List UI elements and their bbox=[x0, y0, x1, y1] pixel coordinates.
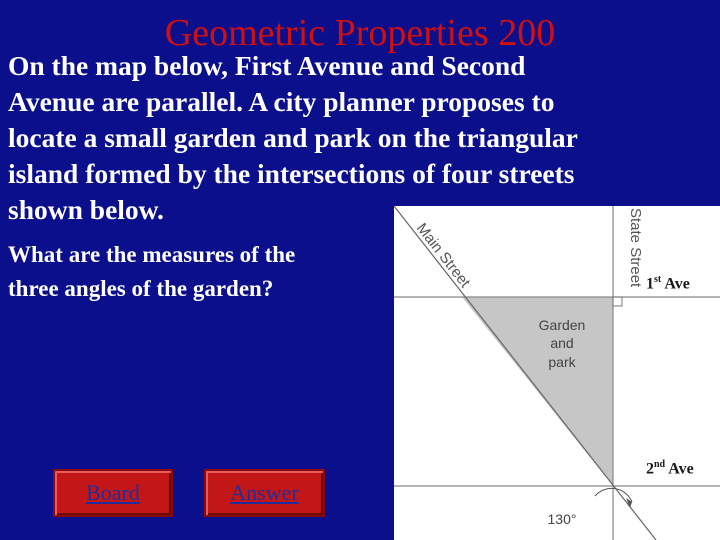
garden-label-line3: park bbox=[548, 354, 576, 370]
sub-question-text: What are the measures of the three angles of the garden? bbox=[8, 242, 296, 301]
right-angle-marker bbox=[613, 297, 622, 306]
first-avenue-label: 1st Ave bbox=[646, 274, 690, 293]
garden-label-line1: Garden bbox=[538, 317, 586, 333]
state-street-label: State Street bbox=[627, 208, 644, 288]
board-button[interactable]: Board bbox=[53, 469, 173, 517]
answer-button[interactable]: Answer bbox=[204, 469, 325, 517]
slide-title: Geometric Properties 200 bbox=[164, 12, 556, 54]
street-map-drawing bbox=[394, 206, 720, 540]
street-map bbox=[394, 206, 720, 540]
second-avenue-label: 2nd Ave bbox=[646, 459, 694, 478]
garden-label-line2: and bbox=[550, 335, 574, 351]
angle-label: 130° bbox=[547, 511, 577, 527]
garden-triangle bbox=[462, 297, 613, 486]
question-text: On the map below, First Avenue and Second Avenue are parallel. A city planner proposes to locate a small garden and park on the triangular island formed by the intersections of four streets shown below. bbox=[8, 50, 578, 225]
main-street-label: Main Street bbox=[412, 219, 474, 291]
